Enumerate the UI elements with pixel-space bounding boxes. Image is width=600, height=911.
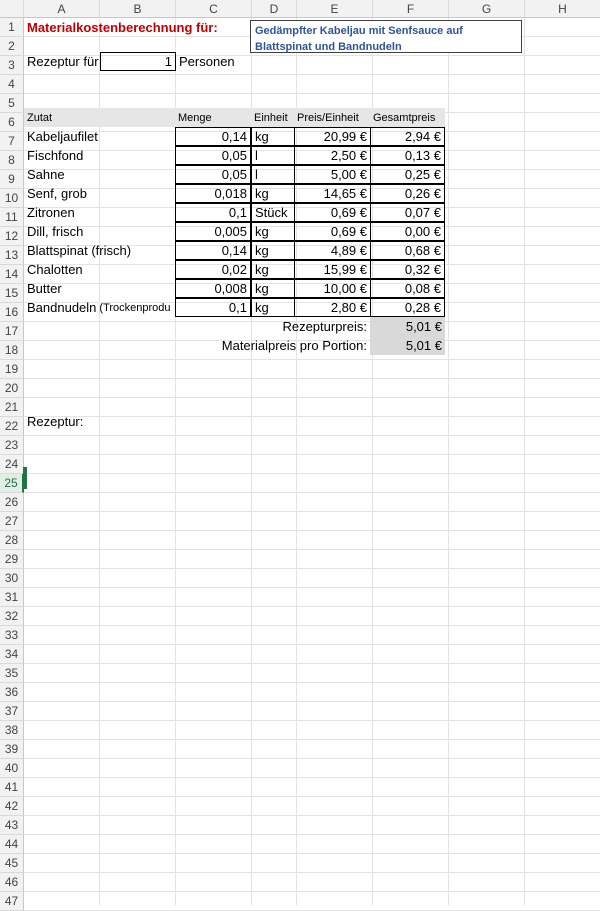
column-header-d[interactable]: D [252, 0, 297, 18]
ingredient-total-price[interactable]: 0,28 € [370, 298, 445, 317]
portion-price-label: Materialpreis pro Portion: [221, 338, 367, 353]
gridline-horizontal [24, 739, 600, 740]
row-header-34[interactable]: 34 [0, 645, 24, 664]
ingredient-name[interactable]: Chalotten [27, 262, 83, 277]
ingredient-quantity[interactable]: 0,018 [175, 184, 251, 203]
column-header-b[interactable]: B [100, 0, 176, 18]
ingredient-name[interactable]: Blattspinat (frisch) [27, 243, 132, 258]
row-header-38[interactable]: 38 [0, 721, 24, 740]
row-header-3[interactable]: 3 [0, 56, 24, 75]
ingredient-unit[interactable]: kg [251, 241, 295, 260]
ingredient-unit-price[interactable]: 2,80 € [294, 298, 371, 317]
row-header-40[interactable]: 40 [0, 759, 24, 778]
gridline-horizontal [24, 891, 600, 892]
ingredient-unit-price[interactable]: 20,99 € [294, 127, 371, 146]
gridline-vertical [448, 18, 449, 905]
gridline-horizontal [24, 663, 600, 664]
ingredient-note: (Trockenprodu [99, 301, 171, 314]
row-header-7[interactable]: 7 [0, 132, 24, 151]
gridline-horizontal [24, 359, 600, 360]
row-header-33[interactable]: 33 [0, 626, 24, 645]
ingredient-total-price[interactable]: 2,94 € [370, 127, 445, 146]
ingredient-unit-price[interactable]: 0,69 € [294, 222, 371, 241]
ingredient-quantity[interactable]: 0,1 [175, 203, 251, 222]
row-header-12[interactable]: 12 [0, 227, 24, 246]
ingredient-unit[interactable]: kg [251, 127, 295, 146]
gridline-horizontal [24, 568, 600, 569]
ingredient-quantity[interactable]: 0,14 [175, 241, 251, 260]
gridline-horizontal [24, 834, 600, 835]
row-header-25[interactable]: 25 [0, 474, 24, 493]
ingredient-unit-price[interactable]: 10,00 € [294, 279, 371, 298]
row-header-39[interactable]: 39 [0, 740, 24, 759]
ingredient-name[interactable]: Dill, frisch [27, 224, 84, 239]
row-header-19[interactable]: 19 [0, 360, 24, 379]
ingredient-name[interactable]: Butter [27, 281, 62, 296]
ingredient-quantity[interactable]: 0,1 [175, 298, 251, 317]
row-header-37[interactable]: 37 [0, 702, 24, 721]
ingredient-total-price[interactable]: 0,26 € [370, 184, 445, 203]
portion-price-value[interactable]: 5,01 € [370, 336, 445, 355]
ingredient-unit-price[interactable]: 4,89 € [294, 241, 371, 260]
row-header-13[interactable]: 13 [0, 246, 24, 265]
row-header-10[interactable]: 10 [0, 189, 24, 208]
row-header-36[interactable]: 36 [0, 683, 24, 702]
dish-name-box[interactable]: Gedämpfter Kabeljau mit Senfsauce auf Blattspinat und Bandnudeln [250, 20, 522, 53]
ingredient-total-price[interactable]: 0,07 € [370, 203, 445, 222]
ingredient-name[interactable]: Kabeljaufilet [27, 129, 98, 144]
row-header-1[interactable]: 1 [0, 18, 24, 37]
ingredient-total-price[interactable]: 0,08 € [370, 279, 445, 298]
header-preis: Preis/Einheit [297, 111, 359, 124]
row-header-4[interactable]: 4 [0, 75, 24, 94]
ingredient-total-price[interactable]: 0,13 € [370, 146, 445, 165]
header-gesamt: Gesamtpreis [373, 111, 436, 124]
row-header-22[interactable]: 22 [0, 417, 24, 436]
ingredient-unit-price[interactable]: 2,50 € [294, 146, 371, 165]
gridline-horizontal [24, 644, 600, 645]
row-header-35[interactable]: 35 [0, 664, 24, 683]
ingredient-unit[interactable]: kg [251, 184, 295, 203]
gridline-horizontal [24, 606, 600, 607]
ingredient-unit-price[interactable]: 5,00 € [294, 165, 371, 184]
ingredient-unit-price[interactable]: 0,69 € [294, 203, 371, 222]
ingredient-unit[interactable]: kg [251, 260, 295, 279]
row-header-45[interactable]: 45 [0, 854, 24, 873]
row-header-6[interactable]: 6 [0, 113, 24, 132]
row-header-17[interactable]: 17 [0, 322, 24, 341]
row-header-16[interactable]: 16 [0, 303, 24, 322]
ingredient-name[interactable] [24, 298, 175, 317]
ingredient-quantity[interactable]: 0,14 [175, 127, 251, 146]
gridline-horizontal [24, 549, 600, 550]
row-header-42[interactable]: 42 [0, 797, 24, 816]
rezepturpreis-label: Rezepturpreis: [282, 319, 367, 334]
ingredient-name-text: Bandnudeln [27, 300, 97, 315]
gridline-horizontal [24, 93, 600, 94]
ingredient-name[interactable]: Sahne [27, 167, 65, 182]
row-header-28[interactable]: 28 [0, 531, 24, 550]
gridline-horizontal [24, 587, 600, 588]
row-header-20[interactable]: 20 [0, 379, 24, 398]
gridline-horizontal [24, 682, 600, 683]
row-header-46[interactable]: 46 [0, 873, 24, 892]
row-header-9[interactable]: 9 [0, 170, 24, 189]
row-header-2[interactable]: 2 [0, 37, 24, 56]
row-header-44[interactable]: 44 [0, 835, 24, 854]
gridline-horizontal [24, 777, 600, 778]
recipe-for-label: Rezeptur für [27, 54, 99, 69]
row-header-24[interactable]: 24 [0, 455, 24, 474]
ingredient-quantity[interactable]: 0,05 [175, 165, 251, 184]
row-header-14[interactable]: 14 [0, 265, 24, 284]
ingredient-name[interactable]: Zitronen [27, 205, 75, 220]
gridline-horizontal [24, 625, 600, 626]
header-zutat: Zutat [27, 111, 53, 124]
row-header-43[interactable]: 43 [0, 816, 24, 835]
ingredient-quantity[interactable]: 0,05 [175, 146, 251, 165]
column-header-f[interactable]: F [373, 0, 449, 18]
row-header-18[interactable]: 18 [0, 341, 24, 360]
ingredient-unit-price[interactable]: 14,65 € [294, 184, 371, 203]
row-header-21[interactable]: 21 [0, 398, 24, 417]
column-header-g[interactable]: G [449, 0, 525, 18]
gridline-horizontal [24, 378, 600, 379]
ingredient-unit[interactable]: l [251, 146, 295, 165]
gridline-horizontal [24, 530, 600, 531]
row-header-5[interactable]: 5 [0, 94, 24, 113]
ingredient-unit[interactable]: Stück [251, 203, 295, 222]
ingredient-quantity[interactable]: 0,008 [175, 279, 251, 298]
ingredient-total-price[interactable]: 0,00 € [370, 222, 445, 241]
select-all-corner[interactable] [0, 0, 24, 18]
rezeptur-label: Rezeptur: [27, 414, 84, 429]
gridline-horizontal [24, 720, 600, 721]
gridline-horizontal [24, 397, 600, 398]
gridline-horizontal [24, 853, 600, 854]
persons-label: Personen [179, 54, 235, 69]
ingredient-unit[interactable]: kg [251, 279, 295, 298]
row-header-31[interactable]: 31 [0, 588, 24, 607]
ingredient-name[interactable]: Senf, grob [27, 186, 87, 201]
header-einheit: Einheit [254, 111, 288, 124]
gridline-horizontal [24, 511, 600, 512]
gridline-horizontal [24, 473, 600, 474]
ingredient-quantity[interactable]: 0,02 [175, 260, 251, 279]
header-menge: Menge [178, 111, 212, 124]
gridline-horizontal [24, 492, 600, 493]
gridline-horizontal [24, 872, 600, 873]
row-header-32[interactable]: 32 [0, 607, 24, 626]
row-header-23[interactable]: 23 [0, 436, 24, 455]
column-header-a[interactable]: A [24, 0, 100, 18]
rezepturpreis-value[interactable]: 5,01 € [370, 317, 445, 336]
column-header-c[interactable]: C [176, 0, 252, 18]
ingredient-unit[interactable]: kg [251, 298, 295, 317]
gridline-vertical [524, 18, 525, 905]
sheet-title: Materialkostenberechnung für: [27, 20, 218, 35]
ingredient-unit[interactable]: l [251, 165, 295, 184]
row-header-29[interactable]: 29 [0, 550, 24, 569]
row-header-30[interactable]: 30 [0, 569, 24, 588]
row-header-8[interactable]: 8 [0, 151, 24, 170]
ingredient-unit-price[interactable]: 15,99 € [294, 260, 371, 279]
persons-input[interactable]: 1 [100, 52, 176, 71]
cell-grid[interactable] [24, 18, 600, 905]
column-header-h[interactable]: H [525, 0, 600, 18]
gridline-horizontal [24, 435, 600, 436]
row-header-15[interactable]: 15 [0, 284, 24, 303]
active-cell-cursor[interactable] [23, 467, 27, 489]
ingredient-total-price[interactable]: 0,32 € [370, 260, 445, 279]
gridline-horizontal [24, 454, 600, 455]
row-header-27[interactable]: 27 [0, 512, 24, 531]
ingredient-total-price[interactable]: 0,68 € [370, 241, 445, 260]
column-header-e[interactable]: E [297, 0, 373, 18]
ingredient-name[interactable]: Fischfond [27, 148, 84, 163]
gridline-horizontal [24, 74, 600, 75]
gridline-horizontal [24, 758, 600, 759]
gridline-horizontal [24, 701, 600, 702]
ingredient-unit[interactable]: kg [251, 222, 295, 241]
row-header-41[interactable]: 41 [0, 778, 24, 797]
ingredient-quantity[interactable]: 0,005 [175, 222, 251, 241]
ingredient-total-price[interactable]: 0,25 € [370, 165, 445, 184]
gridline-horizontal [24, 796, 600, 797]
gridline-horizontal [24, 815, 600, 816]
row-header-26[interactable]: 26 [0, 493, 24, 512]
row-header-47[interactable]: 47 [0, 892, 24, 911]
row-header-11[interactable]: 11 [0, 208, 24, 227]
